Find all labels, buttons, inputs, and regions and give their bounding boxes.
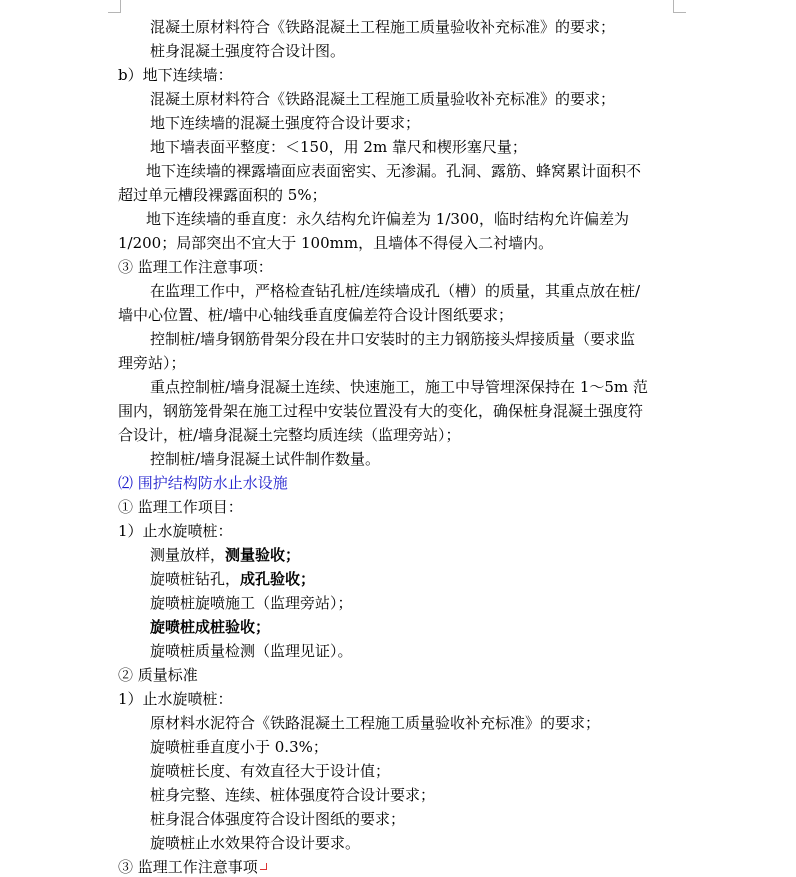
paragraph-line: 地下连续墙的混凝土强度符合设计要求； [150, 114, 421, 132]
line-text: 旋喷桩钻孔， [150, 570, 241, 588]
bold-text: 旋喷桩成桩验收； [150, 618, 271, 636]
paragraph-line: 围内，钢筋笼骨架在施工过程中安装位置没有大的变化，确保桩身混凝土强度符 [118, 402, 644, 420]
bold-text: 成孔验收； [240, 570, 316, 588]
line-text: ③ 监理工作注意事项 [118, 858, 258, 876]
paragraph-line: 原材料水泥符合《铁路混凝土工程施工质量验收补充标准》的要求； [150, 714, 601, 732]
page-corner-top-left [108, 0, 121, 13]
paragraph-line: 旋喷桩长度、有效直径大于设计值； [150, 762, 391, 780]
page-corner-top-right [673, 0, 686, 13]
paragraph-line: 旋喷桩质量检测（监理见证）。 [150, 642, 353, 660]
paragraph-line: 墙中心位置、桩/墙中心轴线垂直度偏差符合设计图纸要求； [118, 306, 514, 324]
paragraph-line: 混凝土原材料符合《铁路混凝土工程施工质量验收补充标准》的要求； [150, 90, 616, 108]
paragraph-line: 桩身混合体强度符合设计图纸的要求； [150, 810, 406, 828]
paragraph-line: 控制桩/墙身钢筋骨架分段在井口安装时的主力钢筋接头焊接质量（要求监 [150, 330, 636, 348]
section-heading [0, 857, 796, 877]
paragraph-line: 桩身完整、连续、桩体强度符合设计要求； [150, 786, 436, 804]
paragraph-line: 地下连续墙的垂直度：永久结构允许偏差为 1/300，临时结构允许偏差为 [146, 210, 629, 228]
paragraph-line: 旋喷桩止水效果符合设计要求。 [150, 834, 361, 852]
section-heading: ② 质量标准 [118, 666, 198, 684]
paragraph-line [0, 545, 796, 565]
paragraph-line: 在监理工作中，严格检查钻孔桩/连续墙成孔（槽）的质量，其重点放在桩/ [150, 282, 641, 300]
line-text: 测量放样， [150, 546, 226, 564]
paragraph-line: 旋喷桩旋喷施工（监理旁站）； [150, 594, 353, 612]
paragraph-line: 混凝土原材料符合《铁路混凝土工程施工质量验收补充标准》的要求； [150, 18, 616, 36]
paragraph-line: 地下连续墙的裸露墙面应表面密实、无渗漏。孔洞、露筋、蜂窝累计面积不 [146, 162, 642, 180]
section-heading-blue: ⑵ 围护结构防水止水设施 [118, 474, 288, 492]
paragraph-line: 旋喷桩垂直度小于 0.3%； [150, 738, 328, 756]
section-heading: ③ 监理工作注意事项： [118, 258, 273, 276]
paragraph-line: 合设计，桩/墙身混凝土完整均质连续（监理旁站）； [118, 426, 461, 444]
paragraph-line: 地下墙表面平整度：＜150，用 2m 靠尺和楔形塞尺量； [150, 138, 527, 156]
bold-text: 测量验收； [225, 546, 301, 564]
paragraph-line [0, 617, 796, 637]
paragraph-line [0, 569, 796, 589]
section-heading: 1）止水旋喷桩： [118, 690, 233, 708]
section-heading: b）地下连续墙： [118, 66, 233, 84]
paragraph-line: 理旁站）； [118, 354, 186, 372]
paragraph-line: 超过单元槽段裸露面积的 5%； [118, 186, 327, 204]
section-heading: 1）止水旋喷桩： [118, 522, 233, 540]
paragraph-line: 重点控制桩/墙身混凝土连续、快速施工，施工中导管埋深保持在 1～5m 范 [150, 378, 648, 396]
text-cursor-mark-icon [260, 863, 267, 870]
paragraph-line: 1/200；局部突出不宜大于 100mm，且墙体不得侵入二衬墙内。 [118, 234, 554, 252]
paragraph-line: 桩身混凝土强度符合设计图。 [150, 42, 346, 60]
paragraph-line: 控制桩/墙身混凝土试件制作数量。 [150, 450, 381, 468]
section-heading: ① 监理工作项目： [118, 498, 243, 516]
